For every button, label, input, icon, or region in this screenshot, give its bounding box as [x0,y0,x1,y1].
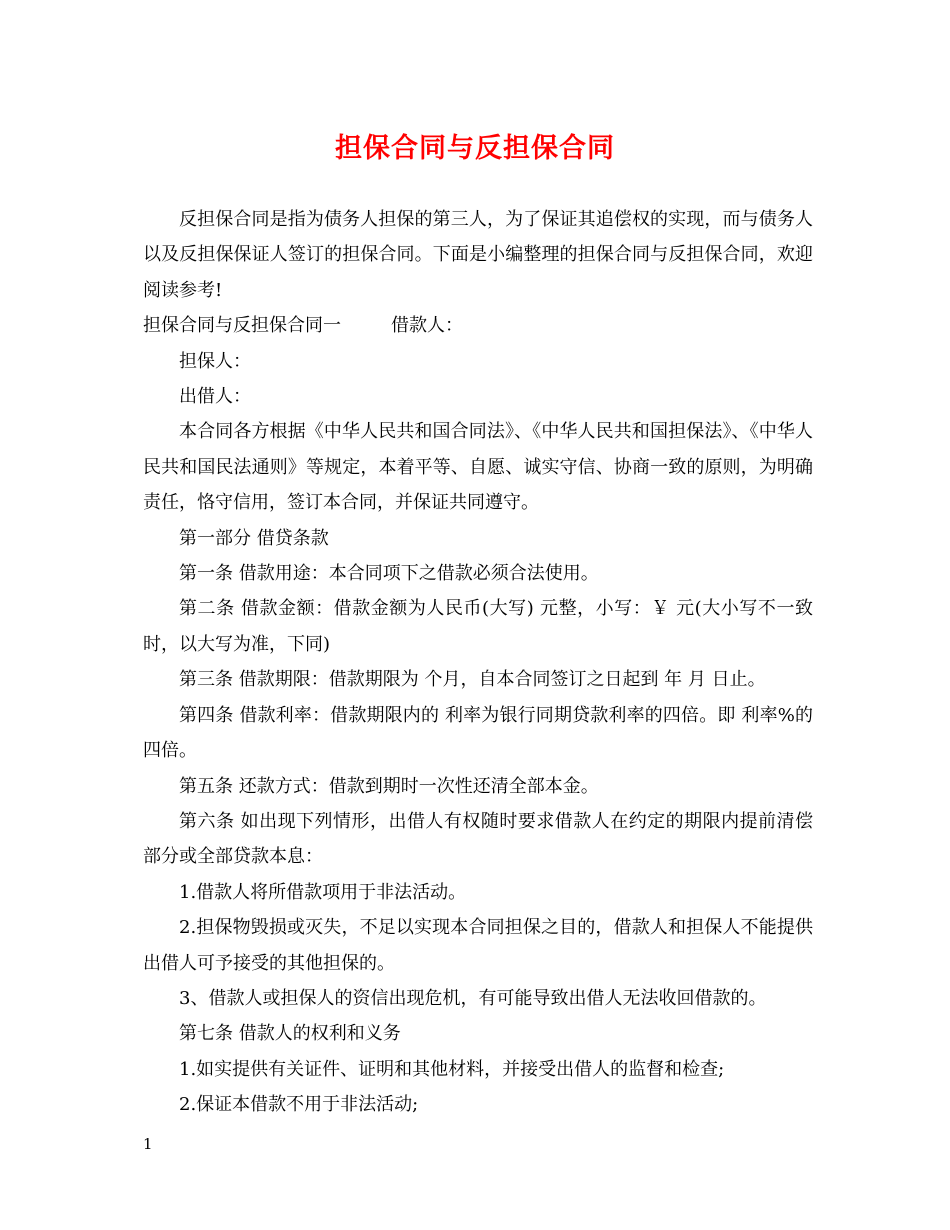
article-6: 第六条 如出现下列情形，出借人有权随时要求借款人在约定的期限内提前清偿部分或全部贷款本息： [143,810,813,868]
part1-heading: 第一部分 借贷条款 [179,527,329,549]
article-7: 第七条 借款人的权利和义务 [179,1023,401,1045]
document-title: 担保合同与反担保合同 [335,133,615,164]
section-heading: 担保合同与反担保合同一 [143,315,341,337]
article-6-item-3: 3、借款人或担保人的资信出现危机，有可能导致出借人无法收回借款的。 [179,987,767,1009]
section-heading-line [143,308,813,343]
guarantor-label: 担保人： [179,350,251,372]
article-6-item-2: 2.担保物毁损或灭失，不足以实现本合同担保之目的，借款人和担保人不能提供出借人可予接受的其他担保的。 [143,917,813,974]
article-3: 第三条 借款期限：借款期限为 个月，自本合同签订之日起到 年 月 日止。 [179,669,766,691]
document-body [143,202,813,1123]
article-7-item-2: 2.保证本借款不用于非法活动; [179,1094,419,1116]
article-1: 第一条 借款用途：本合同项下之借款必须合法使用。 [179,563,599,585]
article-6-item-1: 1.借款人将所借款项用于非法活动。 [179,881,467,903]
article-5: 第五条 还款方式：借款到期时一次性还清全部本金。 [179,775,599,797]
page-number: 1 [143,1135,153,1153]
preamble-paragraph: 本合同各方根据《中华人民共和国合同法》、《中华人民共和国担保法》、《中华人民共和国民法通则》等规定，本着平等、自愿、诚实守信、协商一致的原则，为明确责任，恪守信用，签订本合同，并保证共同遵守。 [143,421,813,514]
intro-paragraph: 反担保合同是指为债务人担保的第三人，为了保证其追偿权的实现，而与债务人以及反担保保证人签订的担保合同。下面是小编整理的担保合同与反担保合同，欢迎阅读参考! [143,209,813,301]
borrower-label: 借款人： [391,315,463,337]
article-7-item-1: 1.如实提供有关证件、证明和其他材料，并接受出借人的监督和检查; [179,1058,725,1080]
article-2: 第二条 借款金额：借款金额为人民币(大写) 元整，小写：￥ 元(大小写不一致时，以大写为准，下同) [143,598,813,655]
article-4: 第四条 借款利率：借款期限内的 利率为银行同期贷款利率的四倍。即 利率%的四倍。 [143,704,813,762]
lender-label: 出借人： [179,386,251,408]
